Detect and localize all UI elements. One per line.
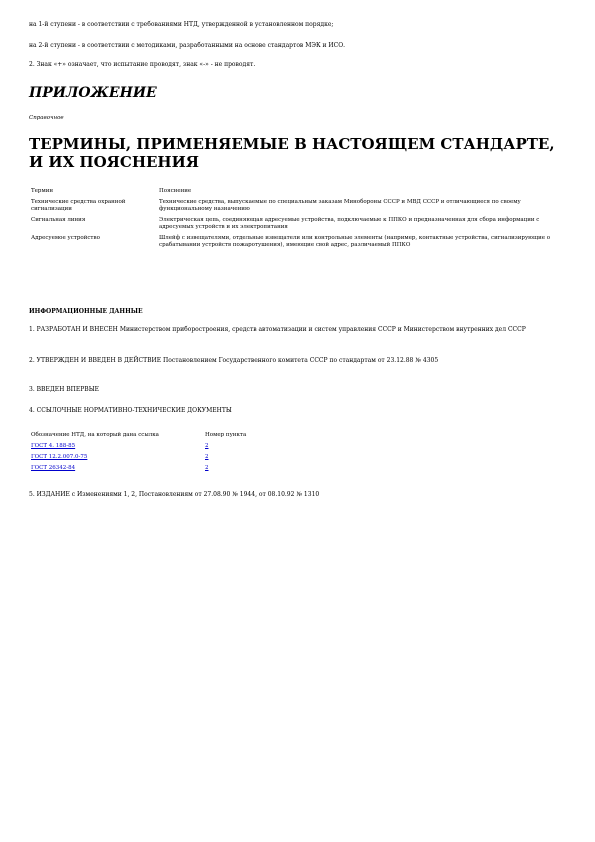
ref-clause-link[interactable]: 2 bbox=[205, 465, 209, 471]
term-cell: Сигнальная линия bbox=[31, 217, 86, 223]
info-heading-text: ИНФОРМАЦИОННЫЕ ДАННЫЕ bbox=[29, 308, 143, 315]
info-item-2: 2. УТВЕРЖДЕН И ВВЕДЕН В ДЕЙСТВИЕ Постановлением Государственного комитета СССР по стандартам от 23.12.88 № 4305 bbox=[29, 357, 439, 364]
explanation-cell: Электрическая цепь, соединяющая адресуемые устройства, подключаемые к ППКО и предназначенная для сбора информации с адресуемых устройств и их электропитания bbox=[159, 217, 540, 230]
info-item-5: 5. ИЗДАНИЕ с Изменениями 1, 2, Постановлениям от 27.08.90 № 1944, от 08.10.92 № 1310 bbox=[29, 491, 320, 498]
terms-header-term: Термин bbox=[31, 188, 54, 194]
table-row bbox=[29, 442, 248, 453]
explanation-cell: Технические средства, выпускаемые по специальным заказам Минобороны СССР и МВД СССР и отличающиеся по своему функциональному назначению bbox=[159, 199, 521, 212]
intro-line-3: 2. Знак «+» означает, что испытание проводят, знак «-» - не проводят. bbox=[29, 61, 256, 68]
intro-line-2: на 2-й ступени - в соответствии с методиками, разработанными на основе стандартов МЭК и ИСО. bbox=[29, 42, 346, 49]
table-row bbox=[29, 453, 248, 464]
terms-table-header bbox=[29, 188, 563, 199]
ref-doc-link[interactable]: ГОСТ 4. 188-85 bbox=[31, 443, 76, 449]
table-row bbox=[29, 235, 563, 253]
explanation-cell: Шлейф с извещателями, отдельные извещатели или контрольные элементы (например, контактные устройства, сигнализирующие о срабатывании устройств пожаротушения), имеющие свой адрес, различаемый ППКО bbox=[159, 235, 551, 248]
info-item-3: 3. ВВЕДЕН ВПЕРВЫЕ bbox=[29, 386, 99, 393]
refs-table bbox=[29, 431, 248, 475]
table-row bbox=[29, 464, 248, 475]
terms-table bbox=[29, 188, 563, 253]
info-item-4: 4. ССЫЛОЧНЫЕ НОРМАТИВНО-ТЕХНИЧЕСКИЕ ДОКУМЕНТЫ bbox=[29, 407, 232, 414]
appendix-note: Справочное bbox=[29, 115, 64, 121]
terms-header-explanation: Пояснение bbox=[159, 188, 192, 194]
appendix-title: ТЕРМИНЫ, ПРИМЕНЯЕМЫЕ В НАСТОЯЩЕМ СТАНДАРТЕ, И ИХ ПОЯСНЕНИЯ bbox=[29, 135, 555, 171]
ref-clause-link[interactable]: 2 bbox=[205, 443, 209, 449]
table-row bbox=[29, 199, 563, 217]
refs-table-header bbox=[29, 431, 248, 442]
refs-header-doc: Обозначение НТД, на который дана ссылка bbox=[31, 432, 159, 438]
intro-line-1: на 1-й ступени - в соответствии с требованиями НТД, утвержденной в установленном порядке; bbox=[29, 21, 334, 28]
ref-doc-link[interactable]: ГОСТ 26342-84 bbox=[31, 465, 76, 471]
ref-doc-link[interactable]: ГОСТ 12.2.007.0-75 bbox=[31, 454, 88, 460]
term-cell: Технические средства охранной сигнализации bbox=[31, 199, 126, 212]
info-heading bbox=[29, 307, 143, 316]
info-item-1: 1. РАЗРАБОТАН И ВНЕСЕН Министерством приборостроения, средств автоматизации и систем управления СССР и Министерством внутренних дел СССР bbox=[29, 326, 526, 333]
refs-header-clause: Номер пункта bbox=[205, 432, 247, 438]
appendix-heading: ПРИЛОЖЕНИЕ bbox=[29, 85, 157, 101]
table-row bbox=[29, 217, 563, 235]
term-cell: Адресуемое устройство bbox=[31, 235, 100, 241]
ref-clause-link[interactable]: 2 bbox=[205, 454, 209, 460]
